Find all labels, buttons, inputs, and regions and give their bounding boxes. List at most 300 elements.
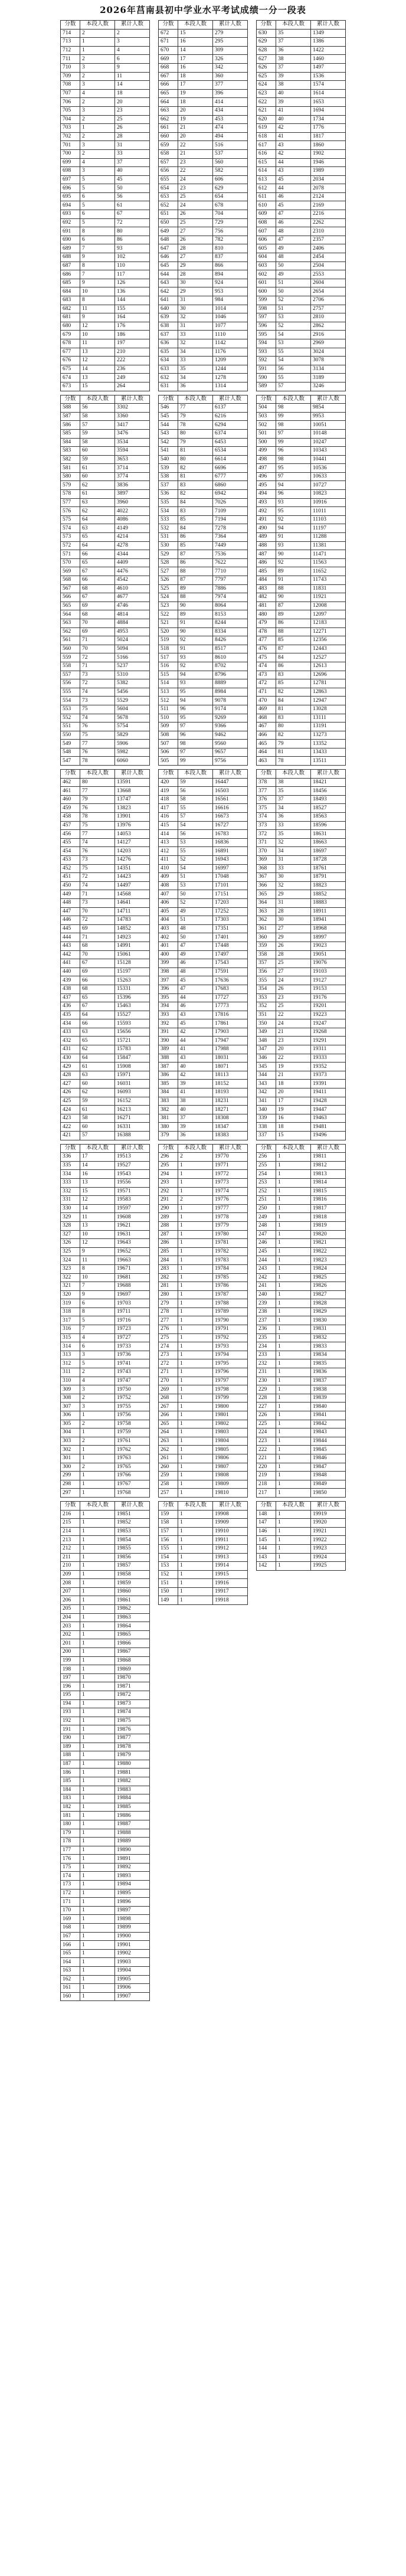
count-cell — [178, 1691, 213, 1700]
cumulative-cell — [311, 1932, 346, 1941]
count-cell: 18 — [276, 1080, 311, 1088]
score-cell: 214 — [61, 1527, 80, 1536]
header-cell: 本段人数 — [178, 1144, 213, 1153]
score-cell — [159, 1760, 178, 1768]
score-cell: 526 — [159, 576, 178, 585]
cumulative-cell: 15593 — [115, 1019, 150, 1028]
score-cell — [257, 1777, 276, 1786]
column-gap — [248, 1123, 257, 1132]
column-gap — [248, 601, 257, 610]
count-cell: 62 — [80, 1045, 115, 1054]
count-cell: 2 — [80, 1368, 115, 1377]
count-cell: 83 — [178, 481, 213, 490]
count-cell: 37 — [178, 1114, 213, 1123]
score-cell: 412 — [159, 847, 178, 856]
table-row — [61, 218, 346, 227]
count-cell: 1 — [178, 1221, 213, 1230]
cumulative-cell: 2706 — [311, 296, 346, 305]
column-gap — [248, 29, 257, 38]
column-gap — [150, 175, 159, 184]
cumulative-cell: 19839 — [311, 1394, 346, 1403]
score-cell: 582 — [61, 455, 80, 464]
score-cell: 449 — [61, 890, 80, 899]
cumulative-cell: 14783 — [115, 916, 150, 925]
score-cell: 677 — [61, 348, 80, 357]
header-cell: 累计人数 — [115, 1144, 150, 1153]
score-cell: 606 — [257, 236, 276, 244]
table-row — [61, 1256, 346, 1265]
cumulative-cell: 19796 — [213, 1368, 248, 1377]
cumulative-cell: 19892 — [115, 1863, 150, 1872]
cumulative-cell: 18663 — [311, 838, 346, 847]
column-gap — [248, 1011, 257, 1019]
table-row — [61, 1299, 346, 1308]
score-cell: 352 — [257, 1002, 276, 1011]
table-row — [61, 236, 346, 244]
cumulative-cell: 19828 — [311, 1299, 346, 1308]
score-cell: 706 — [61, 98, 80, 107]
table-row — [61, 1820, 346, 1829]
score-cell: 447 — [61, 907, 80, 916]
cumulative-cell: 19867 — [115, 1648, 150, 1657]
count-cell: 1 — [178, 1273, 213, 1282]
score-cell: 427 — [61, 1080, 80, 1088]
column-gap — [150, 748, 159, 757]
table-row — [61, 584, 346, 593]
score-cell: 260 — [159, 1463, 178, 1472]
count-cell: 32 — [276, 881, 311, 890]
column-gap — [150, 357, 159, 365]
cumulative-cell: 10441 — [311, 455, 346, 464]
count-cell: 5 — [80, 184, 115, 193]
score-cell — [257, 1812, 276, 1820]
score-cell — [257, 1673, 276, 1682]
count-cell: 87 — [276, 601, 311, 610]
count-cell: 1 — [80, 124, 115, 133]
score-cell: 281 — [159, 1282, 178, 1291]
column-gap — [248, 1196, 257, 1205]
column-gap — [248, 1579, 257, 1588]
count-cell: 43 — [276, 167, 311, 176]
column-gap — [248, 1544, 257, 1553]
cumulative-cell: 2604 — [311, 279, 346, 287]
cumulative-cell: 19768 — [115, 1489, 150, 1498]
cumulative-cell — [213, 1717, 248, 1725]
column-gap — [150, 1394, 159, 1403]
cumulative-cell: 16997 — [213, 864, 248, 873]
count-cell — [276, 1794, 311, 1803]
cumulative-cell — [213, 1915, 248, 1924]
score-cell: 220 — [257, 1463, 276, 1472]
count-cell: 85 — [276, 636, 311, 645]
column-gap — [248, 395, 257, 404]
count-cell — [276, 1579, 311, 1588]
cumulative-cell: 7886 — [213, 584, 248, 593]
column-gap — [248, 1403, 257, 1411]
column-gap — [248, 1630, 257, 1639]
column-gap — [150, 627, 159, 636]
column-gap — [248, 933, 257, 942]
cumulative-cell: 19840 — [311, 1403, 346, 1411]
count-cell: 51 — [276, 305, 311, 313]
cumulative-cell: 17861 — [213, 1019, 248, 1028]
count-cell: 64 — [80, 1054, 115, 1063]
count-cell: 69 — [80, 601, 115, 610]
cumulative-cell — [311, 1777, 346, 1786]
cumulative-cell: 9657 — [213, 748, 248, 757]
column-gap — [150, 1889, 159, 1898]
column-gap — [150, 72, 159, 81]
count-cell: 1 — [276, 1527, 311, 1536]
score-cell: 338 — [257, 1123, 276, 1132]
cumulative-cell: 9174 — [213, 705, 248, 714]
count-cell: 38 — [276, 81, 311, 90]
score-cell: 342 — [257, 1088, 276, 1097]
table-row — [61, 1178, 346, 1187]
cumulative-cell: 37 — [115, 158, 150, 167]
table-row — [61, 89, 346, 98]
count-cell: 8 — [80, 1264, 115, 1273]
column-gap — [150, 1682, 159, 1691]
cumulative-cell: 19852 — [115, 1519, 150, 1528]
table-row — [61, 1527, 346, 1536]
cumulative-cell: 19877 — [115, 1734, 150, 1743]
count-cell: 9 — [80, 1247, 115, 1256]
score-cell: 344 — [257, 1071, 276, 1080]
count-cell: 36 — [276, 813, 311, 822]
column-gap — [248, 81, 257, 90]
count-cell: 59 — [80, 429, 115, 438]
score-cell: 331 — [61, 1196, 80, 1205]
score-cell: 160 — [61, 1992, 80, 2001]
column-gap — [248, 558, 257, 567]
count-cell: 62 — [80, 507, 115, 516]
cumulative-cell: 19825 — [311, 1273, 346, 1282]
cumulative-cell: 56 — [115, 192, 150, 201]
cumulative-cell: 19762 — [115, 1446, 150, 1454]
score-cell — [159, 1648, 178, 1657]
cumulative-cell: 2757 — [311, 305, 346, 313]
score-cell: 448 — [61, 898, 80, 907]
column-gap — [150, 636, 159, 645]
cumulative-cell: 19643 — [115, 1239, 150, 1248]
cumulative-cell: 7710 — [213, 567, 248, 576]
header-cell: 本段人数 — [80, 1144, 115, 1153]
count-cell: 34 — [276, 804, 311, 813]
count-cell: 2 — [80, 55, 115, 64]
table-row — [61, 1011, 346, 1019]
cumulative-cell: 19905 — [115, 1975, 150, 1984]
score-cell: 249 — [257, 1213, 276, 1222]
cumulative-cell — [311, 1673, 346, 1682]
cumulative-cell — [311, 1622, 346, 1631]
count-cell: 68 — [80, 584, 115, 593]
count-cell: 93 — [178, 653, 213, 662]
cumulative-cell: 6453 — [213, 438, 248, 447]
column-gap — [150, 610, 159, 619]
cumulative-cell: 1574 — [311, 81, 346, 90]
count-cell: 2 — [178, 1196, 213, 1205]
score-cell: 556 — [61, 679, 80, 688]
count-cell: 1 — [276, 1377, 311, 1385]
score-cell — [159, 1820, 178, 1829]
score-cell: 712 — [61, 46, 80, 55]
cumulative-cell: 13111 — [311, 714, 346, 723]
score-cell: 566 — [61, 593, 80, 602]
score-cell: 668 — [159, 63, 178, 72]
table-row — [61, 967, 346, 976]
count-cell: 1 — [80, 1794, 115, 1803]
column-gap — [248, 1019, 257, 1028]
count-cell: 37 — [276, 795, 311, 804]
table-row — [61, 124, 346, 133]
count-cell: 89 — [276, 567, 311, 576]
column-gap — [150, 1958, 159, 1967]
cumulative-cell: 19805 — [213, 1446, 248, 1454]
score-cell: 182 — [61, 1803, 80, 1812]
column-gap — [248, 63, 257, 72]
table-row — [61, 305, 346, 313]
count-cell: 50 — [276, 287, 311, 296]
score-cell — [159, 1717, 178, 1725]
cumulative-cell: 19711 — [115, 1307, 150, 1316]
score-cell — [257, 1708, 276, 1717]
cumulative-cell: 19860 — [115, 1587, 150, 1596]
count-cell: 57 — [80, 1132, 115, 1140]
score-cell — [159, 1682, 178, 1691]
count-cell — [276, 1975, 311, 1984]
cumulative-cell: 1142 — [213, 339, 248, 348]
cumulative-cell — [311, 1708, 346, 1717]
column-gap — [150, 1941, 159, 1950]
column-gap — [248, 270, 257, 279]
score-cell — [257, 1725, 276, 1734]
count-cell: 1 — [276, 1544, 311, 1553]
count-cell: 15 — [80, 1187, 115, 1196]
column-gap — [248, 1743, 257, 1751]
column-gap — [248, 1527, 257, 1536]
score-cell: 377 — [257, 787, 276, 796]
table-row — [61, 1656, 346, 1665]
column-gap — [248, 192, 257, 201]
count-cell: 71 — [80, 662, 115, 671]
cumulative-cell: 50 — [115, 184, 150, 193]
score-cell: 495 — [257, 481, 276, 490]
column-gap — [248, 740, 257, 748]
count-cell: 1 — [80, 1984, 115, 1993]
count-cell: 44 — [276, 158, 311, 167]
cumulative-cell: 11103 — [311, 515, 346, 524]
score-cell: 581 — [61, 464, 80, 473]
count-cell: 1 — [276, 1463, 311, 1472]
cumulative-cell: 810 — [213, 244, 248, 253]
cumulative-cell: 14852 — [115, 924, 150, 933]
score-cell: 661 — [159, 124, 178, 133]
table-header-row — [61, 395, 346, 404]
count-cell: 81 — [276, 748, 311, 757]
count-cell: 70 — [80, 645, 115, 653]
table-row — [61, 192, 346, 201]
count-cell — [276, 1777, 311, 1786]
cumulative-cell — [311, 1941, 346, 1950]
score-cell — [257, 1889, 276, 1898]
score-cell — [257, 1587, 276, 1596]
cumulative-cell: 18071 — [213, 1063, 248, 1071]
cumulative-cell: 12527 — [311, 653, 346, 662]
count-cell: 1 — [80, 1786, 115, 1794]
cumulative-cell: 110 — [115, 261, 150, 270]
count-cell: 1 — [276, 1239, 311, 1248]
cumulative-cell: 11288 — [311, 533, 346, 542]
cumulative-cell — [213, 1898, 248, 1907]
score-cell: 577 — [61, 498, 80, 507]
count-cell: 94 — [276, 524, 311, 533]
score-cell: 155 — [159, 1544, 178, 1553]
table-row — [61, 1924, 346, 1933]
header-cell: 分数 — [159, 21, 178, 30]
count-cell: 15 — [276, 1132, 311, 1140]
column-gap — [248, 421, 257, 430]
count-cell: 37 — [276, 63, 311, 72]
count-cell: 1 — [178, 1454, 213, 1463]
count-cell: 53 — [276, 313, 311, 322]
score-cell — [257, 1846, 276, 1855]
column-gap — [150, 218, 159, 227]
column-gap — [150, 714, 159, 723]
cumulative-cell — [213, 1812, 248, 1820]
cumulative-cell: 837 — [213, 253, 248, 262]
cumulative-cell: 4953 — [115, 627, 150, 636]
column-gap — [150, 395, 159, 404]
cumulative-cell: 9756 — [213, 757, 248, 766]
count-cell: 47 — [178, 942, 213, 950]
column-gap — [150, 645, 159, 653]
score-cell: 225 — [257, 1420, 276, 1428]
column-gap — [150, 873, 159, 882]
score-cell: 496 — [257, 472, 276, 481]
count-cell: 1 — [276, 1437, 311, 1446]
count-cell: 1 — [178, 1239, 213, 1248]
cumulative-cell: 19103 — [311, 967, 346, 976]
cumulative-cell: 20 — [115, 98, 150, 107]
column-gap — [150, 1527, 159, 1536]
score-cell: 408 — [159, 881, 178, 890]
score-cell: 524 — [159, 593, 178, 602]
score-cell: 376 — [257, 795, 276, 804]
score-cell: 294 — [159, 1170, 178, 1179]
count-cell: 81 — [276, 705, 311, 714]
count-cell: 42 — [276, 149, 311, 158]
cumulative-cell: 14127 — [115, 838, 150, 847]
score-cell — [257, 1622, 276, 1631]
score-cell: 186 — [61, 1768, 80, 1777]
cumulative-cell: 15783 — [115, 1045, 150, 1054]
score-cell: 374 — [257, 813, 276, 822]
cumulative-cell: 19861 — [115, 1596, 150, 1605]
header-cell: 分数 — [61, 770, 80, 779]
count-cell — [276, 1639, 311, 1648]
cumulative-cell: 10051 — [311, 421, 346, 430]
table-block-1 — [0, 20, 406, 391]
score-cell: 317 — [61, 1316, 80, 1325]
score-cell — [159, 1751, 178, 1760]
cumulative-cell: 19411 — [311, 1088, 346, 1097]
count-cell — [178, 1648, 213, 1657]
score-cell: 502 — [257, 421, 276, 430]
count-cell: 1 — [276, 1316, 311, 1325]
count-cell: 20 — [276, 1045, 311, 1054]
score-cell: 700 — [61, 149, 80, 158]
cumulative-cell: 6216 — [213, 412, 248, 421]
score-cell: 638 — [159, 322, 178, 331]
count-cell: 62 — [80, 1088, 115, 1097]
cumulative-cell: 19821 — [311, 1239, 346, 1248]
count-cell — [178, 1949, 213, 1958]
score-cell: 415 — [159, 821, 178, 830]
column-gap — [248, 472, 257, 481]
count-cell: 1 — [80, 1691, 115, 1700]
cumulative-cell: 19176 — [311, 993, 346, 1002]
cumulative-cell: 15396 — [115, 993, 150, 1002]
score-cell: 179 — [61, 1829, 80, 1838]
cumulative-cell — [311, 1665, 346, 1674]
table-row — [61, 593, 346, 602]
score-cell: 550 — [61, 731, 80, 740]
cumulative-cell — [311, 1691, 346, 1700]
column-gap — [248, 1820, 257, 1829]
table-row — [61, 1889, 346, 1898]
cumulative-cell: 19571 — [115, 1187, 150, 1196]
cumulative-cell: 19767 — [115, 1480, 150, 1489]
score-cell: 382 — [159, 1106, 178, 1114]
table-row — [61, 1213, 346, 1222]
score-cell: 618 — [257, 132, 276, 141]
score-cell: 255 — [257, 1161, 276, 1170]
score-cell: 689 — [61, 244, 80, 253]
cumulative-cell: 8426 — [213, 636, 248, 645]
count-cell: 71 — [80, 636, 115, 645]
column-gap — [248, 1941, 257, 1950]
cumulative-cell: 3960 — [115, 498, 150, 507]
cumulative-cell: 16152 — [115, 1097, 150, 1106]
cumulative-cell — [311, 1648, 346, 1657]
score-cell: 459 — [61, 804, 80, 813]
count-cell: 91 — [178, 619, 213, 627]
count-cell: 12 — [80, 322, 115, 331]
count-cell — [178, 1708, 213, 1717]
header-cell: 累计人数 — [115, 395, 150, 404]
count-cell: 1 — [178, 1377, 213, 1385]
column-gap — [150, 778, 159, 787]
count-cell: 98 — [178, 740, 213, 748]
count-cell: 69 — [80, 967, 115, 976]
cumulative-cell — [213, 1829, 248, 1838]
column-gap — [248, 1088, 257, 1097]
column-gap — [248, 1463, 257, 1472]
score-cell: 361 — [257, 924, 276, 933]
count-cell: 95 — [276, 507, 311, 516]
cumulative-cell: 67 — [115, 210, 150, 219]
score-cell — [159, 1941, 178, 1950]
count-cell: 73 — [80, 898, 115, 907]
score-cell: 163 — [61, 1967, 80, 1976]
count-cell: 53 — [276, 339, 311, 348]
count-cell: 41 — [276, 132, 311, 141]
cumulative-cell: 19916 — [213, 1579, 248, 1588]
count-cell: 21 — [178, 124, 213, 133]
score-cell: 443 — [61, 942, 80, 950]
count-cell — [276, 1941, 311, 1950]
